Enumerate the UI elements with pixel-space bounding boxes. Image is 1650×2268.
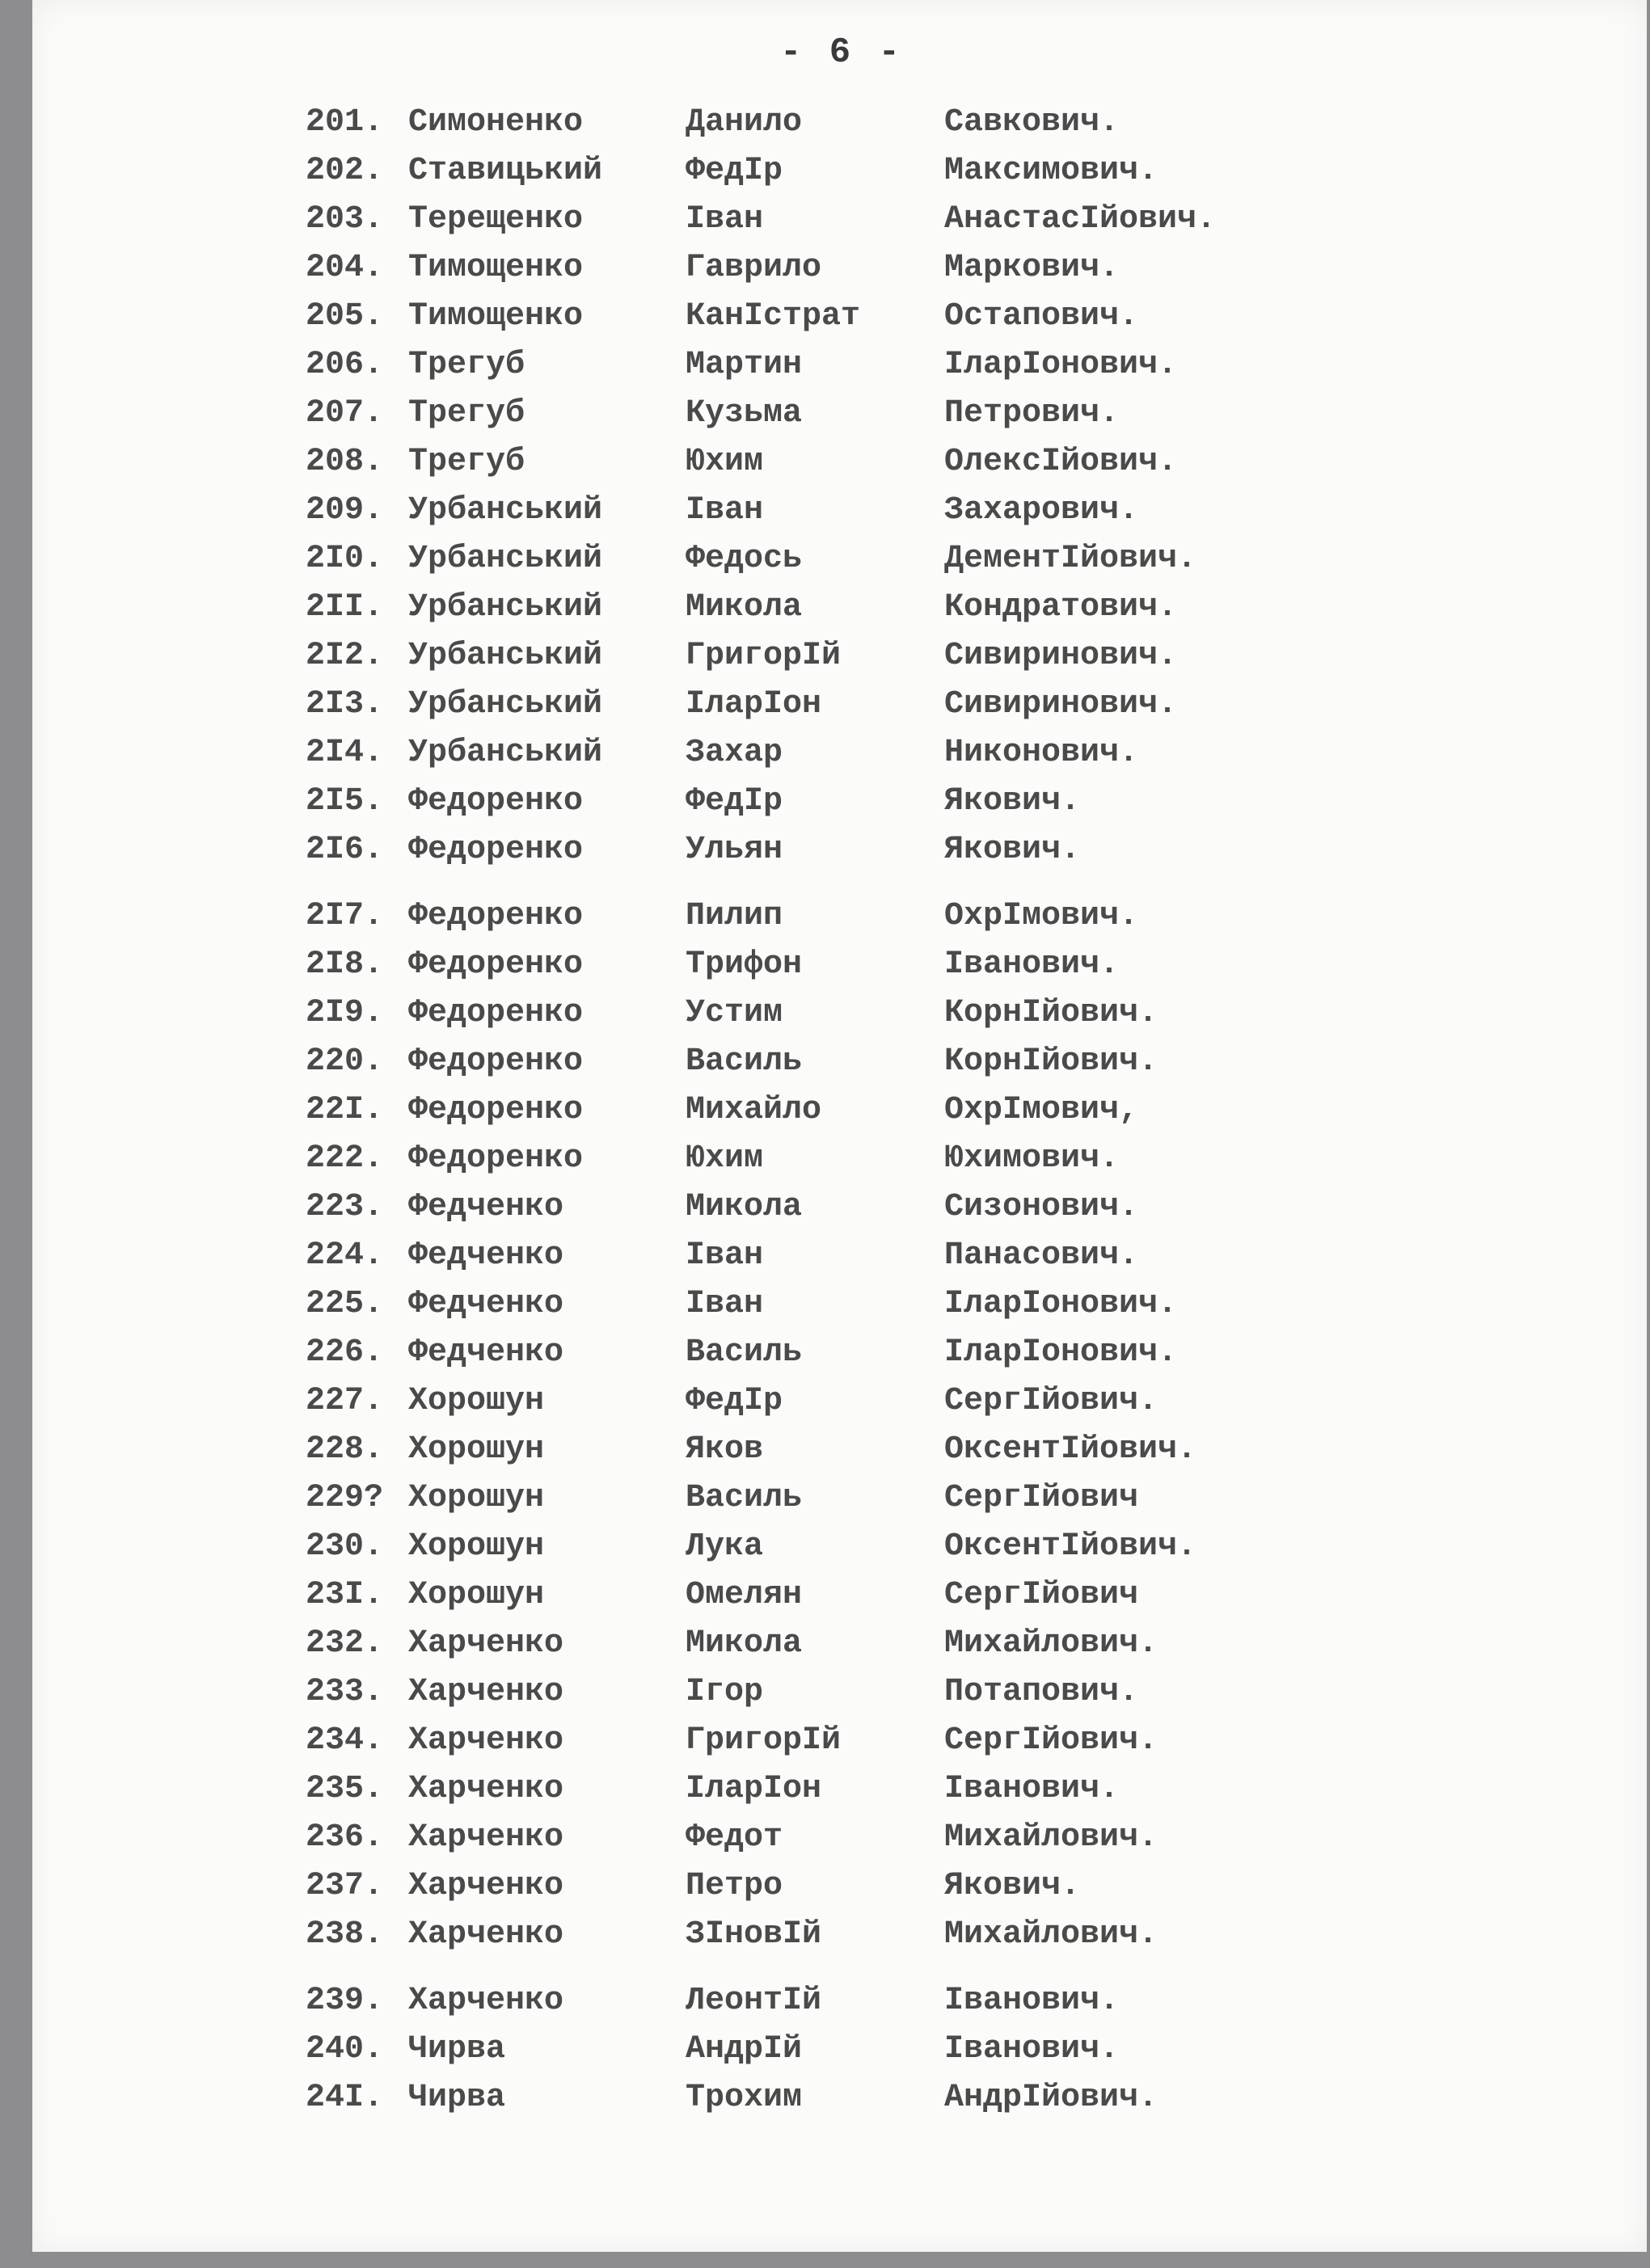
surname: Чирва (408, 2080, 506, 2116)
row-number: 240. (306, 2031, 384, 2068)
row-number: 227. (306, 1383, 384, 1419)
patronymic: ОлексІйович. (944, 444, 1178, 480)
page-number: - 6 - (780, 32, 904, 73)
surname: Федоренко (408, 832, 584, 868)
patronymic: ІларІонович. (944, 1286, 1178, 1322)
row-number: 204. (306, 250, 384, 286)
first-name: Данило (686, 104, 803, 141)
surname: Трегуб (408, 395, 525, 432)
roster-row (306, 1329, 1276, 1377)
patronymic: Іванович. (944, 1983, 1120, 2019)
roster-row (306, 826, 1276, 875)
surname: Федоренко (408, 783, 584, 820)
row-number: 235. (306, 1771, 384, 1807)
roster-row (306, 99, 1276, 147)
roster-row (306, 244, 1276, 293)
patronymic: Іванович. (944, 2031, 1120, 2068)
roster-row (306, 1814, 1276, 1862)
patronymic: Маркович. (944, 250, 1120, 286)
first-name: ФедІр (686, 153, 783, 189)
row-number: 222. (306, 1140, 384, 1177)
row-number: 230. (306, 1528, 384, 1565)
surname: Терещенко (408, 201, 584, 238)
first-name: АндрІй (686, 2031, 803, 2068)
surname: Хорошун (408, 1383, 545, 1419)
row-number: 223. (306, 1189, 384, 1225)
roster-row (306, 1977, 1276, 2026)
first-name: Юхим (686, 444, 764, 480)
roster-row (306, 293, 1276, 341)
surname: Тимощенко (408, 250, 584, 286)
surname: Харченко (408, 1625, 564, 1662)
patronymic: Якович. (944, 783, 1081, 820)
roster-row (306, 778, 1276, 826)
patronymic: Максимович. (944, 153, 1158, 189)
surname: Урбанський (408, 589, 603, 626)
patronymic: Юхимович. (944, 1140, 1120, 1177)
surname: Федоренко (408, 1140, 584, 1177)
surname: Харченко (408, 1983, 564, 2019)
first-name: Петро (686, 1868, 783, 1904)
first-name: Юхим (686, 1140, 764, 1177)
roster-row (306, 1038, 1276, 1086)
patronymic: Потапович. (944, 1674, 1139, 1710)
row-number: 2I3. (306, 686, 384, 723)
row-number: 236. (306, 1819, 384, 1856)
row-number: 209. (306, 492, 384, 529)
roster-row (306, 196, 1276, 244)
first-name: Трохим (686, 2080, 803, 2116)
surname: Федченко (408, 1189, 564, 1225)
first-name: ІларІон (686, 1771, 822, 1807)
first-name: Михайло (686, 1092, 822, 1128)
patronymic: Сивиринович. (944, 638, 1178, 674)
patronymic: ОхрІмович, (944, 1092, 1139, 1128)
first-name: Микола (686, 589, 803, 626)
patronymic: Остапович. (944, 298, 1139, 335)
patronymic: ДементІйович. (944, 541, 1197, 577)
first-name: ФедІр (686, 783, 783, 820)
patronymic: Михайлович. (944, 1625, 1158, 1662)
name-roster (306, 99, 1276, 2123)
first-name: Микола (686, 1189, 803, 1225)
surname: Федченко (408, 1237, 564, 1274)
row-number: 237. (306, 1868, 384, 1904)
row-number: 201. (306, 104, 384, 141)
first-name: ФедІр (686, 1383, 783, 1419)
surname: Харченко (408, 1819, 564, 1856)
row-number: 203. (306, 201, 384, 238)
roster-row (306, 1911, 1276, 1959)
patronymic: СергІйович (944, 1577, 1139, 1613)
row-number: 239. (306, 1983, 384, 2019)
patronymic: Сизонович. (944, 1189, 1139, 1225)
row-number: 2I8. (306, 946, 384, 983)
first-name: Василь (686, 1334, 803, 1371)
row-number: 22I. (306, 1092, 384, 1128)
first-name: Микола (686, 1625, 803, 1662)
first-name: ГригорІй (686, 1722, 842, 1759)
surname: Урбанський (408, 492, 603, 529)
roster-row (306, 584, 1276, 632)
surname: Федченко (408, 1334, 564, 1371)
surname: Тимощенко (408, 298, 584, 335)
patronymic: Якович. (944, 832, 1081, 868)
surname: Харченко (408, 1771, 564, 1807)
row-number: 234. (306, 1722, 384, 1759)
row-number: 225. (306, 1286, 384, 1322)
first-name: Ульян (686, 832, 783, 868)
patronymic: ОхрІмович. (944, 898, 1139, 934)
row-number: 229? (306, 1480, 384, 1516)
surname: Чирва (408, 2031, 506, 2068)
surname: Федченко (408, 1286, 564, 1322)
patronymic: Михайлович. (944, 1916, 1158, 1953)
surname: Хорошун (408, 1577, 545, 1613)
row-number: 2I9. (306, 995, 384, 1031)
roster-row (306, 535, 1276, 584)
roster-row (306, 729, 1276, 778)
roster-row (306, 1232, 1276, 1280)
roster-row (306, 989, 1276, 1038)
row-number: 238. (306, 1916, 384, 1953)
roster-row (306, 1862, 1276, 1911)
row-number: 2I6. (306, 832, 384, 868)
patronymic: ІларІонович. (944, 347, 1178, 383)
first-name: ГригорІй (686, 638, 842, 674)
surname: Хорошун (408, 1480, 545, 1516)
row-number: 24I. (306, 2080, 384, 2116)
surname: Харченко (408, 1868, 564, 1904)
row-number: 224. (306, 1237, 384, 1274)
patronymic: СергІйович. (944, 1722, 1158, 1759)
first-name: ЗІновІй (686, 1916, 822, 1953)
roster-row (306, 487, 1276, 535)
first-name: Мартин (686, 347, 803, 383)
roster-row (306, 1571, 1276, 1620)
roster-row (306, 1474, 1276, 1523)
patronymic: СергІйович (944, 1480, 1139, 1516)
surname: Трегуб (408, 347, 525, 383)
row-number: 2II. (306, 589, 384, 626)
roster-row (306, 438, 1276, 487)
row-number: 205. (306, 298, 384, 335)
first-name: Іван (686, 201, 764, 238)
first-name: Федось (686, 541, 803, 577)
roster-row (306, 892, 1276, 941)
surname: Урбанський (408, 541, 603, 577)
row-number: 220. (306, 1043, 384, 1080)
first-name: Захар (686, 735, 783, 771)
first-name: Яков (686, 1431, 764, 1468)
surname: Харченко (408, 1674, 564, 1710)
roster-row (306, 2026, 1276, 2074)
first-name: Лука (686, 1528, 764, 1565)
row-number: 228. (306, 1431, 384, 1468)
roster-row (306, 1280, 1276, 1329)
first-name: Іван (686, 1286, 764, 1322)
first-name: Трифон (686, 946, 803, 983)
patronymic: Никонович. (944, 735, 1139, 771)
surname: Хорошун (408, 1431, 545, 1468)
patronymic: КорнІйович. (944, 995, 1158, 1031)
first-name: Пилип (686, 898, 783, 934)
paper-sheet (32, 0, 1647, 2252)
first-name: ЛеонтІй (686, 1983, 822, 2019)
surname: Харченко (408, 1722, 564, 1759)
patronymic: АндрІйович. (944, 2080, 1158, 2116)
row-number: 2I2. (306, 638, 384, 674)
row-number: 208. (306, 444, 384, 480)
roster-row (306, 1717, 1276, 1765)
row-number: 2I0. (306, 541, 384, 577)
patronymic: Сивиринович. (944, 686, 1178, 723)
surname: Трегуб (408, 444, 525, 480)
surname: Симоненко (408, 104, 584, 141)
surname: Федоренко (408, 995, 584, 1031)
surname: Хорошун (408, 1528, 545, 1565)
surname: Федоренко (408, 1092, 584, 1128)
first-name: Ігор (686, 1674, 764, 1710)
roster-row (306, 1086, 1276, 1135)
first-name: Гаврило (686, 250, 822, 286)
patronymic: ІларІонович. (944, 1334, 1178, 1371)
surname: Урбанський (408, 638, 603, 674)
surname: Ставицький (408, 153, 603, 189)
patronymic: Якович. (944, 1868, 1081, 1904)
patronymic: Іванович. (944, 946, 1120, 983)
patronymic: Панасович. (944, 1237, 1139, 1274)
roster-row (306, 1523, 1276, 1571)
roster-row (306, 1620, 1276, 1668)
roster-row (306, 1426, 1276, 1474)
roster-row (306, 941, 1276, 989)
surname: Федоренко (408, 1043, 584, 1080)
row-number: 202. (306, 153, 384, 189)
row-number: 226. (306, 1334, 384, 1371)
patronymic: Іванович. (944, 1771, 1120, 1807)
surname: Урбанський (408, 686, 603, 723)
first-name: Устим (686, 995, 783, 1031)
row-number: 206. (306, 347, 384, 383)
row-number: 23I. (306, 1577, 384, 1613)
first-name: Василь (686, 1043, 803, 1080)
patronymic: Захарович. (944, 492, 1139, 529)
roster-row (306, 1668, 1276, 1717)
surname: Урбанський (408, 735, 603, 771)
roster-row (306, 2074, 1276, 2123)
roster-row (306, 1183, 1276, 1232)
first-name: Кузьма (686, 395, 803, 432)
row-number: 232. (306, 1625, 384, 1662)
patronymic: Кондратович. (944, 589, 1178, 626)
row-number: 2I4. (306, 735, 384, 771)
row-number: 233. (306, 1674, 384, 1710)
patronymic: Михайлович. (944, 1819, 1158, 1856)
roster-row (306, 1765, 1276, 1814)
patronymic: Петрович. (944, 395, 1120, 432)
patronymic: КорнІйович. (944, 1043, 1158, 1080)
row-number: 2I5. (306, 783, 384, 820)
roster-row (306, 1135, 1276, 1183)
surname: Федоренко (408, 898, 584, 934)
patronymic: Савкович. (944, 104, 1120, 141)
roster-row (306, 341, 1276, 390)
surname: Харченко (408, 1916, 564, 1953)
first-name: КанІстрат (686, 298, 861, 335)
patronymic: АнастасІйович. (944, 201, 1217, 238)
row-number: 207. (306, 395, 384, 432)
roster-row (306, 681, 1276, 729)
first-name: ІларІон (686, 686, 822, 723)
first-name: Іван (686, 1237, 764, 1274)
first-name: Омелян (686, 1577, 803, 1613)
first-name: Федот (686, 1819, 783, 1856)
roster-row (306, 147, 1276, 196)
roster-row (306, 632, 1276, 681)
roster-row (306, 390, 1276, 438)
roster-row (306, 1377, 1276, 1426)
patronymic: ОксентІйович. (944, 1431, 1197, 1468)
patronymic: СергІйович. (944, 1383, 1158, 1419)
surname: Федоренко (408, 946, 584, 983)
first-name: Василь (686, 1480, 803, 1516)
first-name: Іван (686, 492, 764, 529)
row-number: 2I7. (306, 898, 384, 934)
patronymic: ОксентІйович. (944, 1528, 1197, 1565)
